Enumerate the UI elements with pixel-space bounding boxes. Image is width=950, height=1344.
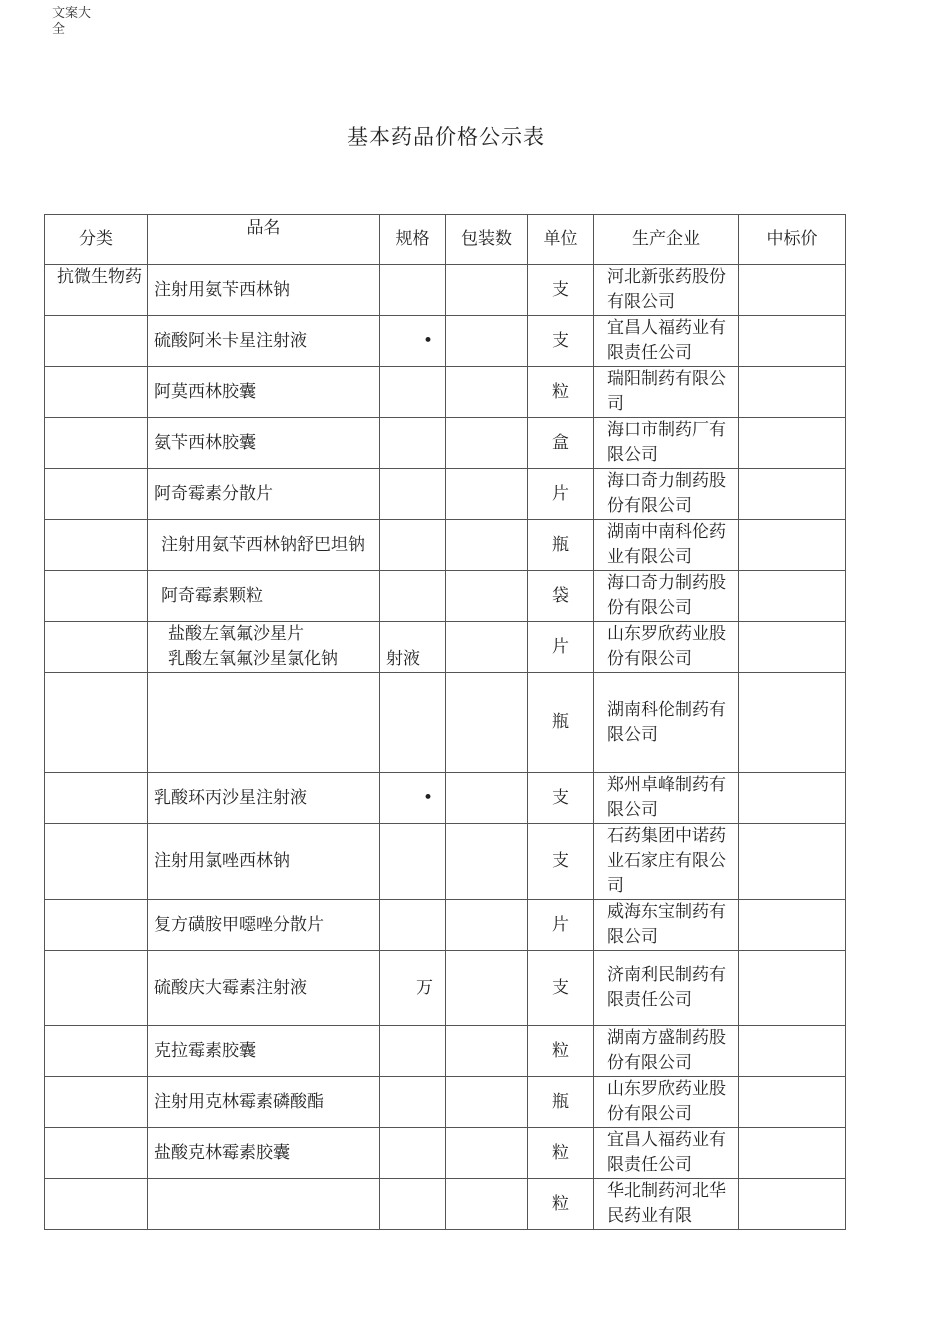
cell-name: 乳酸环丙沙星注射液 (148, 773, 380, 824)
cell-category (45, 571, 148, 622)
cell-pack (446, 824, 528, 900)
cell-manufacturer: 海口市制药厂有限公司 (594, 418, 739, 469)
page-title: 基本药品价格公示表 (347, 125, 545, 149)
cell-price (739, 418, 846, 469)
cell-price (739, 1179, 846, 1230)
table-row (45, 1179, 846, 1230)
table-row (45, 1077, 846, 1128)
cell-name: 克拉霉素胶囊 (148, 1026, 380, 1077)
cell-price (739, 673, 846, 773)
cell-price (739, 1077, 846, 1128)
cell-pack (446, 673, 528, 773)
cell-pack (446, 1077, 528, 1128)
cell-manufacturer: 石药集团中诺药业石家庄有限公司 (594, 824, 739, 900)
cell-unit: 瓶 (528, 673, 594, 773)
cell-pack (446, 469, 528, 520)
cell-manufacturer: 郑州卓峰制药有限公司 (594, 773, 739, 824)
cell-pack (446, 418, 528, 469)
table-row (45, 900, 846, 951)
header-manufacturer: 生产企业 (594, 215, 739, 265)
cell-price (739, 469, 846, 520)
cell-name: 注射用氨苄西林钠舒巴坦钠 (148, 520, 380, 571)
cell-unit: 瓶 (528, 520, 594, 571)
cell-unit: 支 (528, 773, 594, 824)
cell-price (739, 1026, 846, 1077)
cell-spec (380, 1077, 446, 1128)
cell-unit: 盒 (528, 418, 594, 469)
cell-name (148, 1179, 380, 1230)
cell-pack (446, 367, 528, 418)
cell-pack (446, 622, 528, 673)
table-row (45, 367, 846, 418)
header-row (45, 215, 846, 265)
cell-unit: 片 (528, 900, 594, 951)
cell-spec: • (380, 773, 446, 824)
cell-unit: 粒 (528, 1026, 594, 1077)
cell-spec (380, 673, 446, 773)
cell-unit: 支 (528, 316, 594, 367)
cell-category (45, 1077, 148, 1128)
header-price: 中标价 (739, 215, 846, 265)
cell-name: 阿奇霉素颗粒 (148, 571, 380, 622)
cell-category (45, 622, 148, 673)
name-line: 乳酸左氧氟沙星氯化钠 (168, 649, 338, 669)
cell-manufacturer: 海口奇力制药股份有限公司 (594, 571, 739, 622)
cell-name: 氨苄西林胶囊 (148, 418, 380, 469)
cell-manufacturer: 湖南科伦制药有限公司 (594, 673, 739, 773)
price-table (44, 214, 846, 1230)
cell-spec (380, 469, 446, 520)
cell-price (739, 900, 846, 951)
cell-pack (446, 773, 528, 824)
cell-category (45, 1179, 148, 1230)
cell-category (45, 773, 148, 824)
cell-category (45, 1026, 148, 1077)
name-line: 盐酸左氧氟沙星片 (168, 624, 304, 644)
cell-category (45, 900, 148, 951)
cell-price (739, 1128, 846, 1179)
cell-name: 阿莫西林胶囊 (148, 367, 380, 418)
cell-unit: 支 (528, 951, 594, 1026)
cell-category (45, 520, 148, 571)
cell-name: 阿奇霉素分散片 (148, 469, 380, 520)
cell-manufacturer: 河北新张药股份有限公司 (594, 265, 739, 316)
header-name: 品名 (148, 215, 380, 265)
cell-name: 注射用氨苄西林钠 (148, 265, 380, 316)
table-row (45, 520, 846, 571)
table-row (45, 824, 846, 900)
cell-spec (380, 418, 446, 469)
cell-pack (446, 265, 528, 316)
cell-category (45, 951, 148, 1026)
cell-manufacturer: 山东罗欣药业股份有限公司 (594, 1077, 739, 1128)
cell-manufacturer: 济南利民制药有限责任公司 (594, 951, 739, 1026)
cell-unit: 粒 (528, 1128, 594, 1179)
cell-unit: 支 (528, 824, 594, 900)
cell-manufacturer: 湖南中南科伦药业有限公司 (594, 520, 739, 571)
cell-unit: 片 (528, 469, 594, 520)
cell-spec (380, 824, 446, 900)
cell-pack (446, 1179, 528, 1230)
cell-name (148, 622, 380, 673)
cell-price (739, 951, 846, 1026)
table-row (45, 773, 846, 824)
cell-pack (446, 900, 528, 951)
cell-unit: 粒 (528, 1179, 594, 1230)
table-row (45, 622, 846, 673)
header-spec: 规格 (380, 215, 446, 265)
cell-spec (380, 520, 446, 571)
cell-price (739, 773, 846, 824)
cell-pack (446, 316, 528, 367)
cell-spec (380, 265, 446, 316)
cell-manufacturer: 宜昌人福药业有限责任公司 (594, 1128, 739, 1179)
cell-category (45, 367, 148, 418)
cell-name: 复方磺胺甲噁唑分散片 (148, 900, 380, 951)
cell-spec (380, 1026, 446, 1077)
cell-pack (446, 571, 528, 622)
cell-spec (380, 571, 446, 622)
cell-unit: 瓶 (528, 1077, 594, 1128)
cell-category (45, 673, 148, 773)
header-category: 分类 (45, 215, 148, 265)
table-row (45, 673, 846, 773)
cell-unit: 片 (528, 622, 594, 673)
cell-manufacturer: 山东罗欣药业股份有限公司 (594, 622, 739, 673)
table-row (45, 571, 846, 622)
cell-name: 硫酸庆大霉素注射液 (148, 951, 380, 1026)
cell-name: 注射用氯唑西林钠 (148, 824, 380, 900)
cell-unit: 粒 (528, 367, 594, 418)
cell-name: 注射用克林霉素磷酸酯 (148, 1077, 380, 1128)
cell-category (45, 1128, 148, 1179)
cell-manufacturer: 威海东宝制药有限公司 (594, 900, 739, 951)
cell-spec (380, 900, 446, 951)
cell-unit: 支 (528, 265, 594, 316)
cell-name (148, 673, 380, 773)
cell-category (45, 469, 148, 520)
cell-price (739, 265, 846, 316)
cell-spec: 万 (380, 951, 446, 1026)
cell-pack (446, 520, 528, 571)
table-row (45, 469, 846, 520)
corner-note: 文案大全 (52, 6, 92, 37)
cell-name: 盐酸克林霉素胶囊 (148, 1128, 380, 1179)
cell-price (739, 367, 846, 418)
cell-price (739, 622, 846, 673)
cell-manufacturer: 瑞阳制药有限公司 (594, 367, 739, 418)
cell-spec (380, 367, 446, 418)
table-row (45, 418, 846, 469)
cell-price (739, 824, 846, 900)
cell-pack (446, 951, 528, 1026)
cell-pack (446, 1026, 528, 1077)
cell-manufacturer: 海口奇力制药股份有限公司 (594, 469, 739, 520)
cell-manufacturer: 宜昌人福药业有限责任公司 (594, 316, 739, 367)
cell-manufacturer: 湖南方盛制药股份有限公司 (594, 1026, 739, 1077)
cell-pack (446, 1128, 528, 1179)
cell-spec (380, 1179, 446, 1230)
cell-unit: 袋 (528, 571, 594, 622)
cell-spec: 射液 (380, 622, 446, 673)
cell-category (45, 418, 148, 469)
header-pack: 包装数 (446, 215, 528, 265)
cell-category: 抗微生物药 (45, 265, 148, 316)
cell-price (739, 571, 846, 622)
cell-name: 硫酸阿米卡星注射液 (148, 316, 380, 367)
cell-price (739, 316, 846, 367)
cell-spec: • (380, 316, 446, 367)
cell-category (45, 316, 148, 367)
cell-category (45, 824, 148, 900)
cell-spec (380, 1128, 446, 1179)
cell-price (739, 520, 846, 571)
header-unit: 单位 (528, 215, 594, 265)
table-row (45, 951, 846, 1026)
table-row (45, 1026, 846, 1077)
table-row (45, 1128, 846, 1179)
cell-manufacturer: 华北制药河北华民药业有限 (594, 1179, 739, 1230)
table-row (45, 265, 846, 316)
table-row (45, 316, 846, 367)
